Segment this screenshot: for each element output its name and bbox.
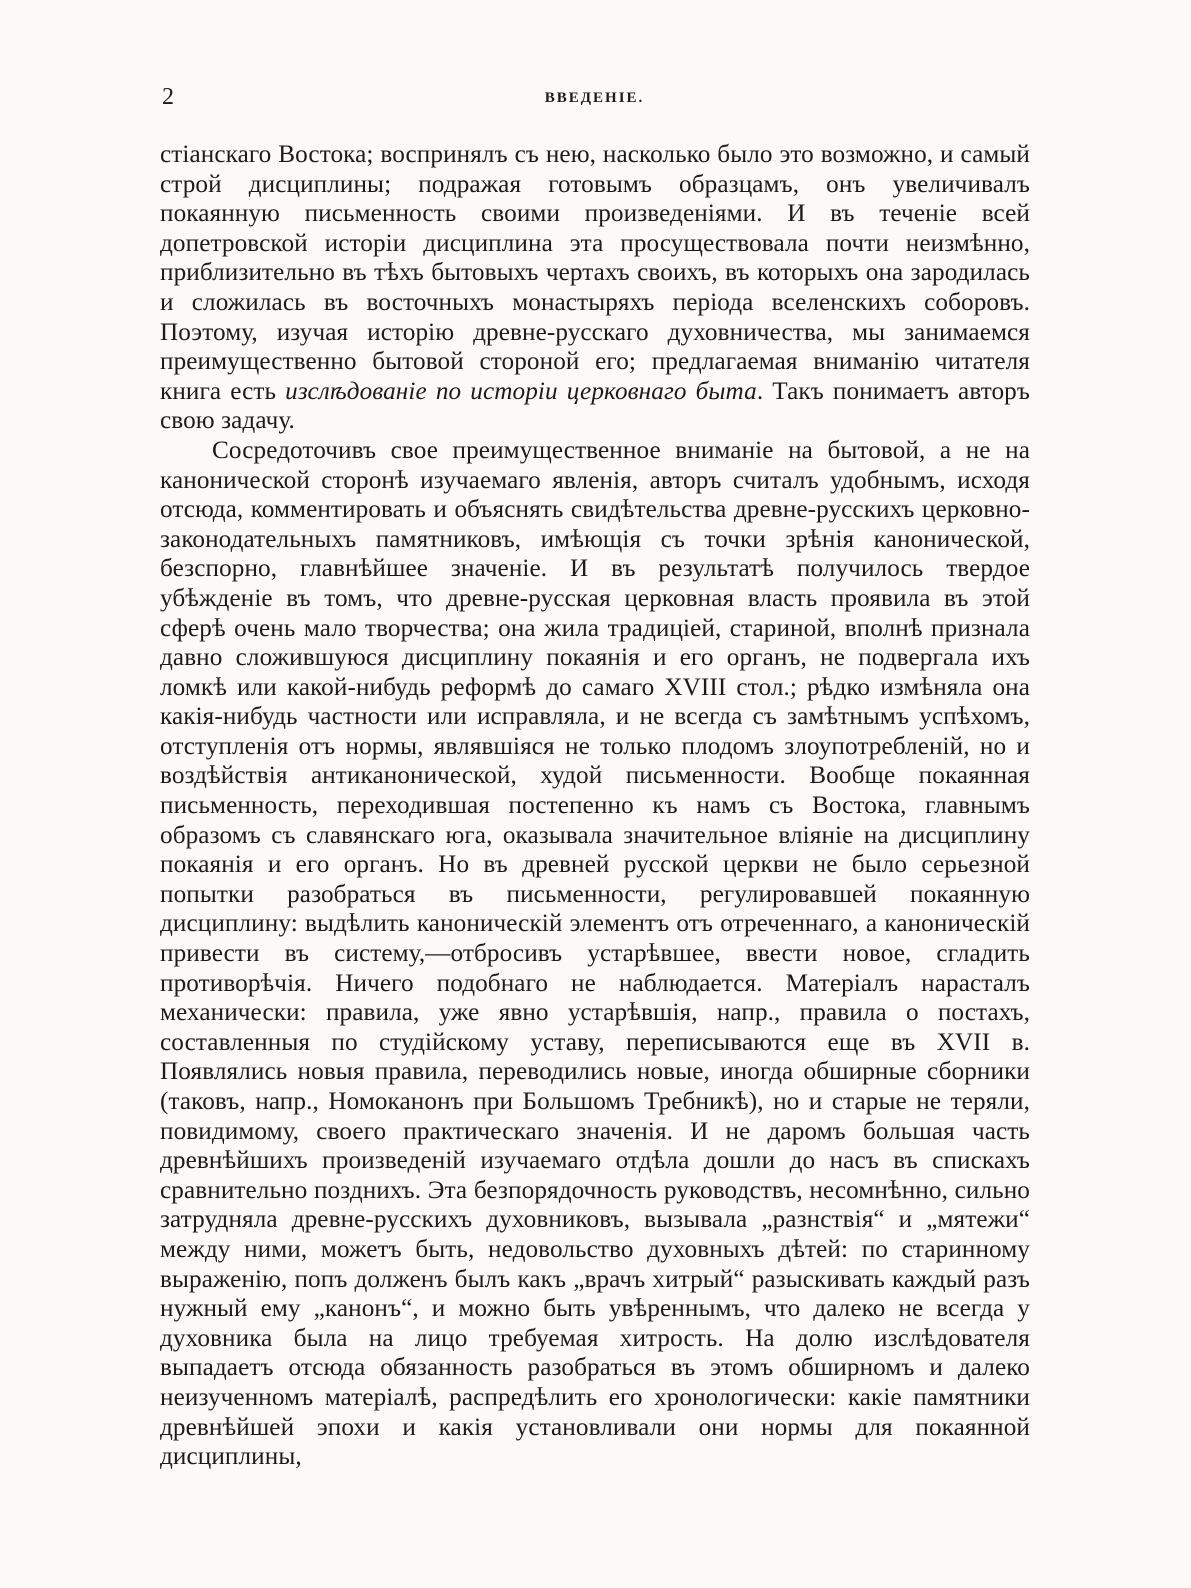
- paragraph-1-text-start: стіанскаго Востока; воспринялъ съ нею, насколько было это возможно, и самый строй дисциплины; подражая готовымъ образцамъ, онъ увеличивалъ покаянную письменность своими произведеніями. И въ теченіе всей допетровской исторіи дисциплина эта просуществовала почти неизмѣнно, приблизительно въ тѣхъ бытовыхъ чертахъ своихъ, въ которыхъ она зародилась и сложилась въ восточныхъ монастыряхъ періода вселенскихъ соборовъ. Поэтому, изучая исторію древне-русскаго духовничества, мы занимаемся преимущественно бытовой стороной его; предлагаемая вниманію читателя книга есть: [160, 141, 1030, 405]
- italic-emphasis: изслѣдованіе по исторіи церковнаго быта: [285, 377, 757, 405]
- paragraph-2: Сосредоточивъ свое преимущественное вниманіе на бытовой, а не на канонической сторонѣ изучаемаго явленія, авторъ считалъ удобнымъ, исходя отсюда, комментировать и объяснять свидѣтельства древне-русскихъ церковно-законодательныхъ памятниковъ, имѣющія съ точки зрѣнія канонической, безспорно, главнѣйшее значеніе. И въ результатѣ получилось твердое убѣжденіе въ томъ, что древне-русская церковная власть проявила въ этой сферѣ очень мало творчества; она жила традиціей, стариной, вполнѣ признала давно сложившуюся дисциплину покаянія и его органъ, не подвергала ихъ ломкѣ или какой-нибудь реформѣ до самаго XVIII стол.; рѣдко измѣняла она какія-нибудь частности или исправляла, и не всегда съ замѣтнымъ успѣхомъ, отступленія отъ нормы, являвшіяся не только плодомъ злоупотребленій, но и воздѣйствія антиканонической, худой письменности. Вообще покаянная письменность, переходившая постепенно къ намъ съ Востока, главнымъ образомъ съ славянскаго юга, оказывала значительное вліяніе на дисциплину покаянія и его органъ. Но въ древней русской церкви не было серьезной попытки разобраться въ письменности, регулировавшей покаянную дисциплину: выдѣлить каноническій элементъ отъ отреченнаго, а каноническій привести въ систему,—отбросивъ устарѣвшее, ввести новое, сгладить противорѣчія. Ничего подобнаго не наблюдается. Матеріалъ нарасталъ механически: правила, уже явно устарѣвшія, напр., правила о постахъ, составленныя по студійскому уставу, переписываются еще въ XVII в. Появлялись новыя правила, переводились новые, иногда обширные сборники (таковъ, напр., Номоканонъ при Большомъ Требникѣ), но и старые не теряли, повидимому, своего практическаго значенія. И не даромъ большая часть древнѣйшихъ произведеній изучаемаго отдѣла дошли до насъ въ спискахъ сравнительно позднихъ. Эта безпорядочность руководствъ, несомнѣнно, сильно затрудняла древне-русскихъ духовниковъ, вызывала „разнствія“ и „мятежи“ между ними, можетъ быть, недовольство духовныхъ дѣтей: по старинному выраженію, попъ долженъ былъ какъ „врачъ хитрый“ разыскивать каждый разъ нужный ему „канонъ“, и можно быть увѣреннымъ, что далеко не всегда у духовника была на лицо требуемая хитрость. На долю изслѣдователя выпадаетъ отсюда обязанность разобраться въ этомъ обширномъ и далеко неизученномъ матеріалѣ, распредѣлить его хронологически: какіе памятники древнѣйшей эпохи и какія установливали они нормы для покаянной дисциплины,: [160, 436, 1030, 1471]
- page-number: 2: [162, 84, 174, 110]
- body-text: [160, 140, 1030, 1472]
- running-head: [162, 84, 1027, 114]
- paragraph-1-text-end: . Такъ понимаетъ авторъ свою задачу.: [160, 377, 1030, 435]
- chapter-title: ВВЕДЕНІЕ.: [544, 90, 645, 106]
- paragraph-continued: [160, 140, 1030, 436]
